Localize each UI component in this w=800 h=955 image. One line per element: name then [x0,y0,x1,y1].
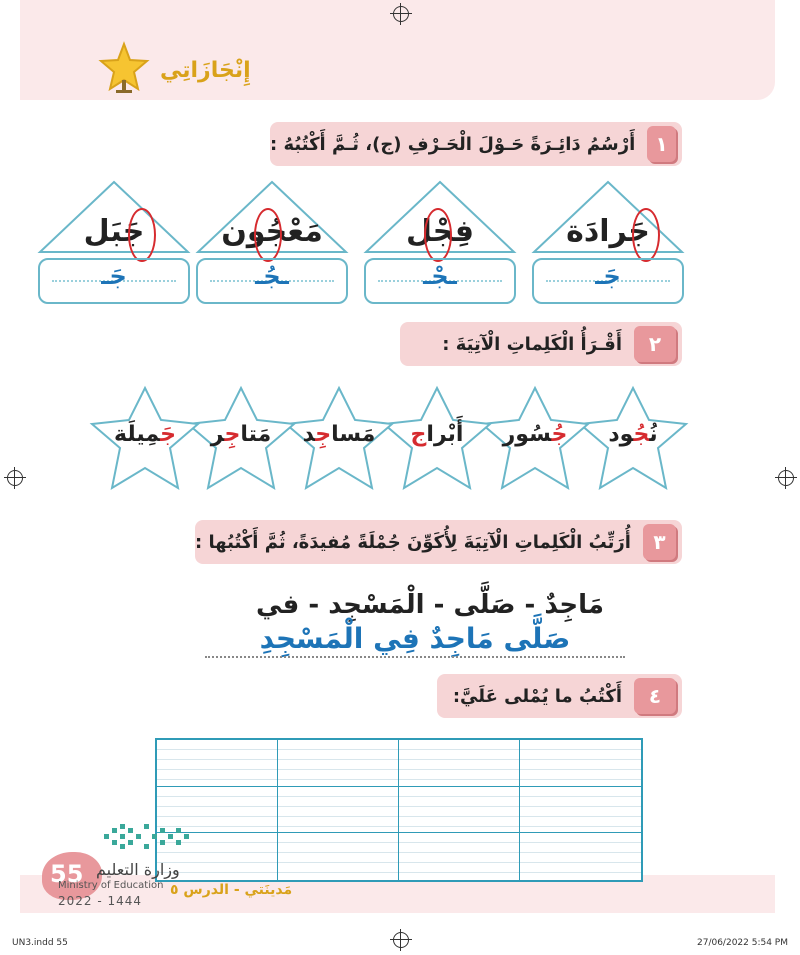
page-title: إِنْجَازَاتِي [160,58,251,83]
answer-line [205,656,625,658]
question-1-banner [270,122,682,166]
star-word-card [86,384,204,496]
question-number: ٤ [634,678,676,714]
writing-cell[interactable] [278,740,399,787]
dictation-grid [155,738,643,882]
circle-mark [424,208,452,262]
question-text: أَقْـرَأُ الْكَلِماتِ الْآتِيَةَ : [442,333,622,355]
writing-box[interactable] [364,258,516,304]
writing-cell[interactable] [520,833,641,880]
question-2-banner [400,322,682,366]
star-word-text: مَساجِد [302,422,376,447]
star-word-text: جُسُور [502,422,568,447]
word-card [194,178,350,310]
word-card [36,178,192,310]
registration-mark-icon [778,470,794,486]
card-word: جَبَل [83,214,145,249]
print-date: 27/06/2022 5:54 PM [697,938,788,948]
question-text: أَرْسُمُ دَائِـرَةً حَـوْلَ الْحَـرْفِ (ج)، ثُـمَّ أَكْتُبُهُ : [270,133,636,155]
card-letter: ـجُـ [255,262,289,290]
writing-box[interactable] [38,258,190,304]
question-number: ٣ [643,524,676,560]
writing-cell[interactable] [399,833,520,880]
ministry-name-en: Ministry of Education [58,880,164,891]
card-word: مَعْجُون [221,214,323,249]
registration-mark-icon [393,6,409,22]
writing-box[interactable] [532,258,684,304]
writing-cell[interactable] [399,740,520,787]
card-letter: جَـ [101,262,127,290]
star-word-text: نُجُود [608,422,658,447]
card-letter: ـجْـ [423,262,457,290]
question-4-banner [437,674,682,718]
page-number: 55 [50,860,84,888]
ministry-logo-icon [100,822,192,856]
writing-cell[interactable] [157,740,278,787]
jumbled-words: مَاجِدٌ - صَلَّى - الْمَسْجِد - في [256,590,604,620]
file-slug: UN3.indd 55 [12,938,68,948]
question-3-banner [195,520,682,564]
question-text: أَكْتُبُ ما يُمْلى عَلَيَّ: [452,685,622,707]
writing-cell[interactable] [399,787,520,834]
registration-mark-icon [7,470,23,486]
writing-cell[interactable] [278,787,399,834]
academic-year: 2022 - 1444 [58,894,143,908]
circle-mark [254,208,282,262]
question-text: أُرَتِّبُ الْكَلِماتِ الْآتِيَةَ لِأُكَوِّنَ جُمْلَةً مُفيدَةً، ثُمَّ أَكْتُبُها : [195,531,631,553]
card-word: جَرادَة [566,214,650,249]
circle-mark [632,208,660,262]
word-card [362,178,518,310]
writing-cell[interactable] [520,787,641,834]
star-word-text: أَبْراج [410,422,464,447]
writing-cell[interactable] [278,833,399,880]
word-card [530,178,686,310]
circle-mark [128,208,156,262]
lesson-footer: مَدينَتي - الدرس ٥ [170,882,293,898]
card-word: فِجْل [405,214,475,249]
question-number: ٢ [634,326,676,362]
card-letter: جَـ [595,262,621,290]
answer-sentence[interactable]: صَلَّى مَاجِدٌ فِي الْمَسْجِدِ [259,622,571,655]
writing-cell[interactable] [520,740,641,787]
star-word-text: مَتاجِر [210,422,272,447]
registration-mark-icon [393,932,409,948]
writing-box[interactable] [196,258,348,304]
ministry-name-ar: وزارة التعليم [96,860,180,879]
star-trophy-icon [96,40,152,96]
star-word-text: جَمِيلَة [114,422,176,447]
question-number: ١ [647,126,676,162]
